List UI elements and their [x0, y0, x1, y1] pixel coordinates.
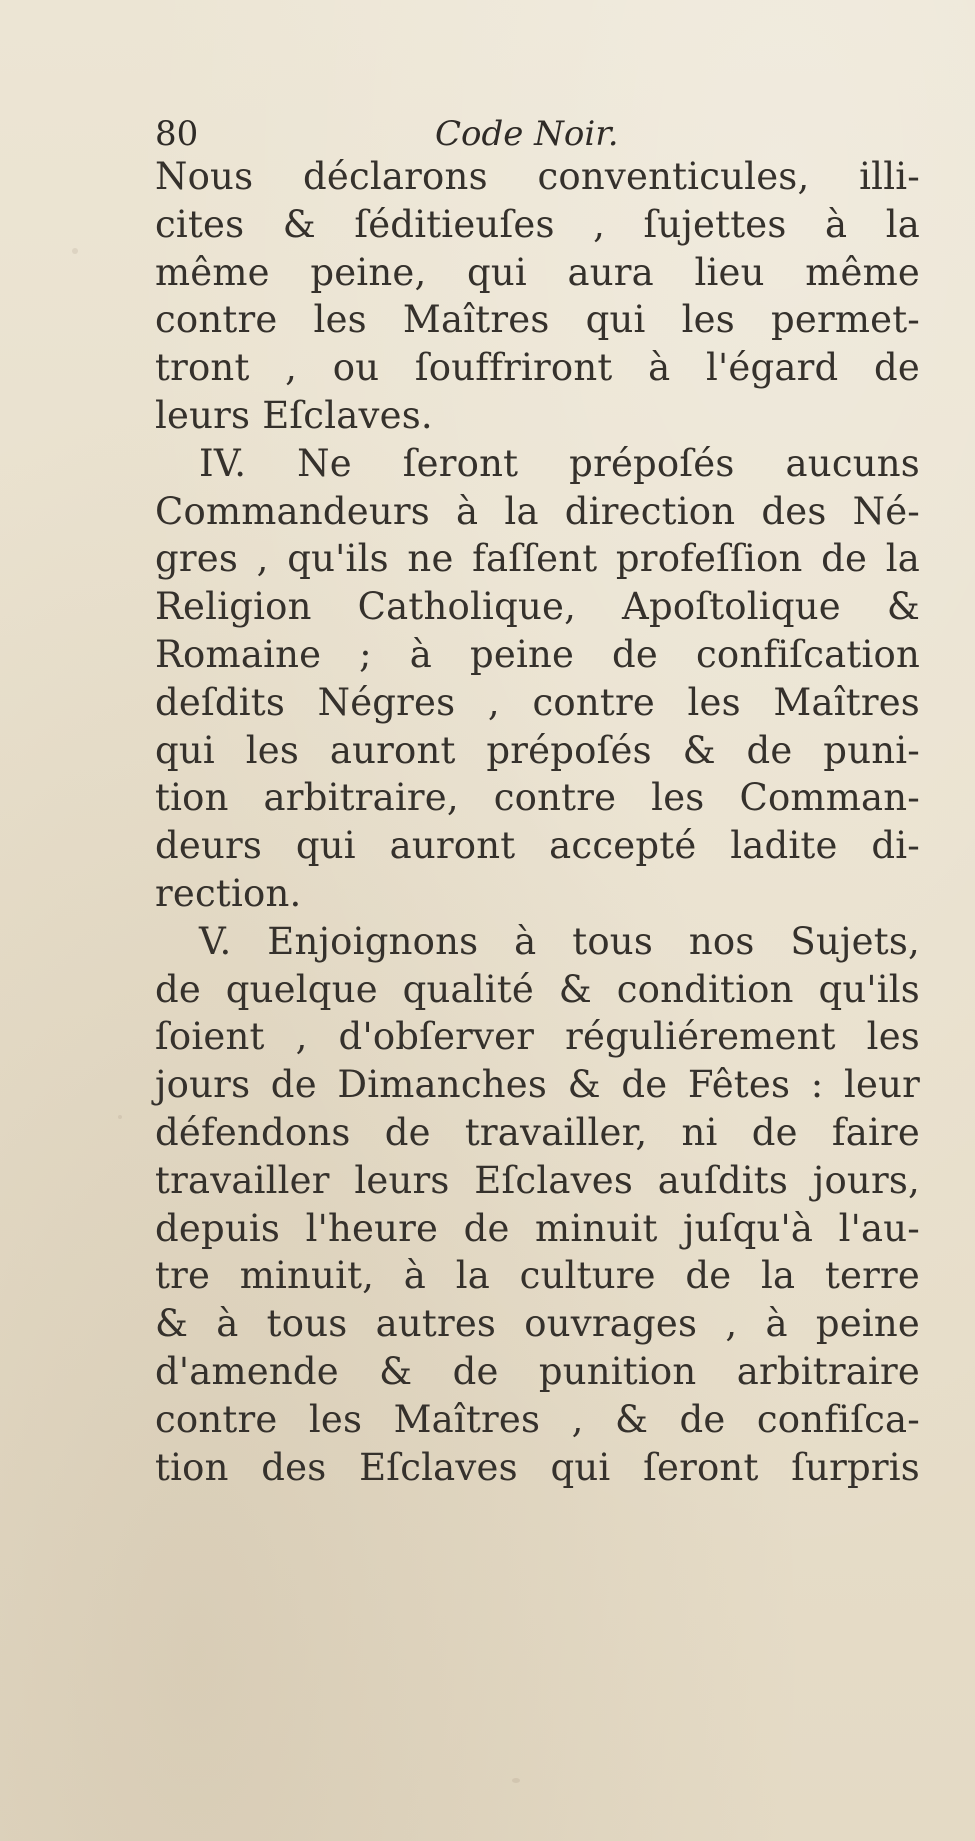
text-line: depuis l'heure de minuit juſqu'à l'au- — [155, 1206, 920, 1250]
text-line: & à tous autres ouvrages , à peine — [155, 1302, 920, 1346]
body-text — [155, 153, 920, 1491]
text-line: Religion Catholique, Apoſtolique & — [155, 585, 920, 629]
text-line: IV. Ne ſeront prépoſés aucuns — [199, 441, 920, 485]
text-line: travailler leurs Eſclaves auſdits jours, — [155, 1158, 920, 1202]
text-line: tront , ou ſouffriront à l'égard de — [155, 346, 920, 390]
text-line: gres , qu'ils ne faſſent profeſſion de la — [155, 537, 920, 581]
text-line: deurs qui auront accepté ladite di- — [155, 824, 920, 868]
text-line: deſdits Négres , contre les Maîtres — [155, 680, 920, 724]
running-title: Code Noir. — [435, 114, 619, 154]
text-line: tion arbitraire, contre les Comman- — [155, 776, 920, 820]
text-line: Nous déclarons conventicules, illi- — [155, 155, 920, 198]
page-number: 80 — [155, 114, 199, 154]
text-line: cites & ſéditieuſes , ſujettes à la — [155, 202, 920, 246]
page-header — [155, 110, 915, 158]
text-line: leurs Eſclaves. — [155, 393, 433, 437]
text-line: qui les auront prépoſés & de puni- — [155, 728, 920, 772]
text-line: Romaine ; à peine de confiſcation — [155, 632, 920, 676]
text-line: tre minuit, à la culture de la terre — [155, 1254, 920, 1298]
paper-speck — [512, 1778, 520, 1783]
text-line: contre les Maîtres , & de confiſca- — [155, 1397, 920, 1441]
text-line: rection. — [155, 871, 302, 915]
text-line: Commandeurs à la direction des Né- — [155, 489, 920, 533]
text-line: V. Enjoignons à tous nos Sujets, — [199, 919, 920, 963]
paper-speck — [118, 1115, 122, 1119]
text-line: jours de Dimanches & de Fêtes : leur — [155, 1063, 920, 1107]
text-line: même peine, qui aura lieu même — [155, 250, 920, 294]
text-line: défendons de travailler, ni de faire — [155, 1110, 920, 1154]
text-line: de quelque qualité & condition qu'ils — [155, 967, 920, 1011]
text-line: d'amende & de punition arbitraire — [155, 1349, 920, 1393]
paper-speck — [72, 248, 78, 254]
text-line: contre les Maîtres qui les permet- — [155, 298, 920, 342]
text-line: tion des Eſclaves qui ſeront ſurpris — [155, 1445, 920, 1489]
text-line: ſoient , d'obſerver réguliérement les — [155, 1015, 920, 1059]
